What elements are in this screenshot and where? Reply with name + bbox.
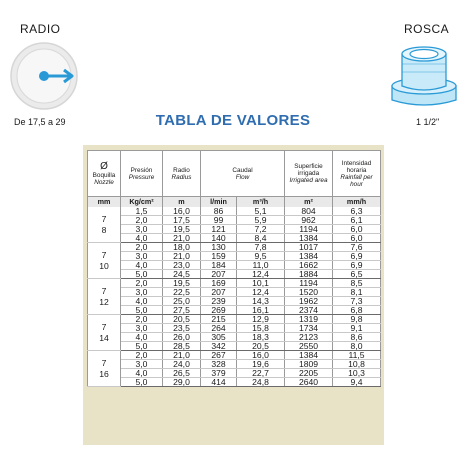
table-cell: 27,5: [163, 306, 201, 315]
table-cell: 215: [201, 315, 237, 324]
table-cell: 18,0: [163, 243, 201, 252]
table-cell: 130: [201, 243, 237, 252]
diameter-icon: Ø: [100, 160, 108, 172]
radio-label: RADIO: [20, 22, 61, 36]
table-cell: 159: [201, 252, 237, 261]
table-cell: 804: [285, 207, 333, 216]
table-cell: 16,0: [237, 351, 285, 360]
table-cell: 1962: [285, 297, 333, 306]
table-cell: 1319: [285, 315, 333, 324]
table-cell: 5,0: [121, 270, 163, 279]
unit-cell: mm: [88, 197, 121, 208]
unit-cell: m³/h: [237, 197, 285, 208]
table-cell: 7,3: [333, 297, 381, 306]
table-row: [88, 351, 381, 360]
table-cell: 2,0: [121, 279, 163, 288]
table-cell: 328: [201, 360, 237, 369]
table-cell: 20,5: [163, 315, 201, 324]
table-row: [88, 243, 381, 252]
table-cell: 2,0: [121, 351, 163, 360]
table-row: [88, 216, 381, 225]
table-body: [88, 197, 381, 387]
table-row: [88, 333, 381, 342]
table-cell: 6,3: [333, 207, 381, 216]
header-caudal-en: Flow: [235, 173, 250, 181]
threaded-fitting-icon: [388, 42, 460, 112]
table-row: [88, 279, 381, 288]
table-cell: 169: [201, 279, 237, 288]
units-row: [88, 197, 381, 208]
table-cell: 23,5: [163, 324, 201, 333]
table-cell: 11,0: [237, 261, 285, 270]
table-row: [88, 207, 381, 216]
table-cell: 8,6: [333, 333, 381, 342]
table-row: [88, 261, 381, 270]
table-cell: 2374: [285, 306, 333, 315]
header-presion-es: Presión: [130, 166, 153, 174]
table-cell: 269: [201, 306, 237, 315]
table-cell: 8,0: [333, 342, 381, 351]
table-cell: 1384: [285, 252, 333, 261]
header-superficie: [285, 151, 333, 197]
table-cell: 22,5: [163, 288, 201, 297]
table-cell: 184: [201, 261, 237, 270]
table-cell: 342: [201, 342, 237, 351]
table-row: [88, 324, 381, 333]
table-cell: 2,0: [121, 315, 163, 324]
table-title: TABLA DE VALORES: [155, 112, 311, 129]
table-cell: 2550: [285, 342, 333, 351]
table-cell: 4,0: [121, 234, 163, 243]
table-cell: 21,0: [163, 351, 201, 360]
table-cell: 3,0: [121, 324, 163, 333]
table-cell: 6,1: [333, 216, 381, 225]
unit-cell: mm/h: [333, 197, 381, 208]
table-cell: 5,0: [121, 306, 163, 315]
table-cell: 11,5: [333, 351, 381, 360]
header-intensidad-es: Intensidad horaria: [341, 159, 372, 174]
table-cell: 264: [201, 324, 237, 333]
table-cell: 20,5: [237, 342, 285, 351]
table-cell: 6,9: [333, 252, 381, 261]
table-row: [88, 270, 381, 279]
header-intensidad: [333, 151, 381, 197]
unit-cell: Kg/cm²: [121, 197, 163, 208]
table-row: [88, 369, 381, 378]
header-intensidad-en: Rainfall per hour: [340, 173, 373, 188]
table-cell: 26,5: [163, 369, 201, 378]
table-cell: 19,5: [163, 225, 201, 234]
table-cell: 86: [201, 207, 237, 216]
table-cell: 14,3: [237, 297, 285, 306]
radio-range: De 17,5 a 29: [14, 117, 66, 127]
table-cell: 10,1: [237, 279, 285, 288]
table-cell: 5,1: [237, 207, 285, 216]
table-cell: 24,8: [237, 378, 285, 387]
table-cell: 2123: [285, 333, 333, 342]
rosca-label: ROSCA: [404, 22, 450, 36]
table-cell: 6,9: [333, 261, 381, 270]
values-table: [87, 150, 381, 387]
table-cell: 19,6: [237, 360, 285, 369]
table-cell: 379: [201, 369, 237, 378]
table-cell: 5,0: [121, 342, 163, 351]
header-presion: [121, 151, 163, 197]
header-boquilla: [88, 151, 121, 197]
nozzle-cell: 7 10: [88, 243, 121, 279]
table-row: [88, 297, 381, 306]
table-cell: 1884: [285, 270, 333, 279]
table-cell: 99: [201, 216, 237, 225]
header-superficie-en: Irrigated area: [289, 177, 328, 184]
table-row: [88, 342, 381, 351]
table-cell: 2,0: [121, 243, 163, 252]
table-cell: 305: [201, 333, 237, 342]
table-cell: 1194: [285, 225, 333, 234]
table-cell: 2205: [285, 369, 333, 378]
table-cell: 9,8: [333, 315, 381, 324]
table-cell: 12,9: [237, 315, 285, 324]
table-cell: 16,0: [163, 207, 201, 216]
table-cell: 7,6: [333, 243, 381, 252]
table-cell: 239: [201, 297, 237, 306]
table-cell: 4,0: [121, 369, 163, 378]
table-cell: 3,0: [121, 360, 163, 369]
table-cell: 2,0: [121, 216, 163, 225]
table-row: [88, 315, 381, 324]
nozzle-cell: 7 8: [88, 207, 121, 243]
header-boquilla-es: Boquilla: [92, 171, 116, 179]
header-boquilla-en: Nozzle: [94, 178, 114, 186]
table-cell: 19,5: [163, 279, 201, 288]
table-cell: 6,5: [333, 270, 381, 279]
table-cell: 5,9: [237, 216, 285, 225]
unit-cell: m²: [285, 197, 333, 208]
header-caudal: [201, 151, 285, 197]
table-cell: 7,2: [237, 225, 285, 234]
table-cell: 207: [201, 270, 237, 279]
nozzle-cell: 7 16: [88, 351, 121, 387]
table-cell: 121: [201, 225, 237, 234]
table-cell: 8,5: [333, 279, 381, 288]
table-cell: 1520: [285, 288, 333, 297]
table-cell: 6,8: [333, 306, 381, 315]
table-cell: 4,0: [121, 261, 163, 270]
table-row: [88, 225, 381, 234]
table-cell: 1,5: [121, 207, 163, 216]
table-cell: 414: [201, 378, 237, 387]
table-cell: 18,3: [237, 333, 285, 342]
unit-cell: l/min: [201, 197, 237, 208]
table-cell: 9,5: [237, 252, 285, 261]
table-cell: 17,5: [163, 216, 201, 225]
table-cell: 1384: [285, 234, 333, 243]
table-cell: 1734: [285, 324, 333, 333]
table-cell: 26,0: [163, 333, 201, 342]
table-cell: 7,8: [237, 243, 285, 252]
header-radio: [163, 151, 201, 197]
table-cell: 9,1: [333, 324, 381, 333]
rosca-size: 1 1/2": [416, 117, 440, 127]
table-cell: 23,0: [163, 261, 201, 270]
table-cell: 6,0: [333, 225, 381, 234]
table-cell: 5,0: [121, 378, 163, 387]
table-cell: 1017: [285, 243, 333, 252]
header-radio-es: Radio: [173, 166, 190, 174]
table-cell: 29,0: [163, 378, 201, 387]
table-cell: 21,0: [163, 252, 201, 261]
nozzle-cell: 7 14: [88, 315, 121, 351]
table-cell: 15,8: [237, 324, 285, 333]
table-cell: 1194: [285, 279, 333, 288]
table-cell: 3,0: [121, 252, 163, 261]
table-cell: 3,0: [121, 288, 163, 297]
table-cell: 4,0: [121, 333, 163, 342]
header-superficie-es: Superficie irrigada: [294, 163, 323, 177]
table-row: [88, 378, 381, 387]
table-cell: 6,0: [333, 234, 381, 243]
table-cell: 28,5: [163, 342, 201, 351]
table-cell: 140: [201, 234, 237, 243]
table-row: [88, 360, 381, 369]
table-cell: 10,8: [333, 360, 381, 369]
table-cell: 2640: [285, 378, 333, 387]
table-cell: 12,4: [237, 288, 285, 297]
table-cell: 25,0: [163, 297, 201, 306]
table-cell: 16,1: [237, 306, 285, 315]
table-cell: 962: [285, 216, 333, 225]
table-cell: 1384: [285, 351, 333, 360]
table-cell: 24,0: [163, 360, 201, 369]
table-cell: 12,4: [237, 270, 285, 279]
table-cell: 207: [201, 288, 237, 297]
nozzle-cell: 7 12: [88, 279, 121, 315]
table-cell: 9,4: [333, 378, 381, 387]
table-cell: 1809: [285, 360, 333, 369]
table-row: [88, 252, 381, 261]
header-caudal-es: Caudal: [232, 166, 253, 174]
table-row: [88, 288, 381, 297]
table-row: [88, 234, 381, 243]
table-cell: 3,0: [121, 225, 163, 234]
table-cell: 4,0: [121, 297, 163, 306]
table-cell: 21,0: [163, 234, 201, 243]
header-radio-en: Radius: [171, 173, 192, 181]
table-row: [88, 306, 381, 315]
header-presion-en: Pressure: [128, 173, 155, 181]
table-cell: 24,5: [163, 270, 201, 279]
unit-cell: m: [163, 197, 201, 208]
table-cell: 10,3: [333, 369, 381, 378]
table-cell: 1662: [285, 261, 333, 270]
radius-arrow-icon: [8, 40, 80, 112]
table-cell: 8,1: [333, 288, 381, 297]
table-cell: 267: [201, 351, 237, 360]
table-cell: 22,7: [237, 369, 285, 378]
header-row: [88, 151, 381, 197]
table-cell: 8,4: [237, 234, 285, 243]
